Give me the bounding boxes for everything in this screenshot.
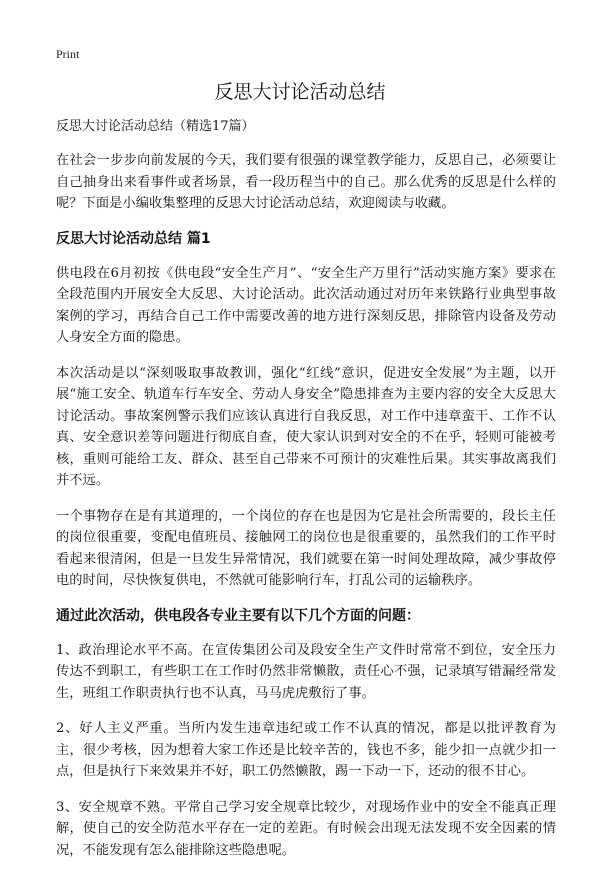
problem-item-3: 3、安全规章不熟。平常自己学习安全规章比较少，对现场作业中的安全不能真正理解，使自己的安全防范水平存在一定的差距。有时候会出现无法发现不安全因素的情况，不能发现有怎么能排除这些隐患呢。 [56, 799, 556, 858]
print-label: Print [56, 47, 80, 61]
document-title: 反思大讨论活动总结 [214, 81, 386, 103]
intro-paragraph: 在社会一步步向前发展的今天，我们要有很强的课堂教学能力，反思自己，必须要让自己抽身出来看事件或者场景，看一段历程当中的自己。那么优秀的反思是什么样的呢？下面是小编收集整理的反思大讨论活动总结，欢迎阅读与收藏。 [56, 153, 556, 211]
problems-heading: 通过此次活动，供电段各专业主要有以下几个方面的问题： [56, 607, 420, 624]
problem-item-2: 2、好人主义严重。当所内发生违章违纪或工作不认真的情况，都是以批评教育为主，很少考核，因为想着大家工作还是比较辛苦的，钱也不多，能少扣一点就少扣一点，但是执行下来效果并不好，职工仍然懒散，踢一下动一下，还动的很不甘心。 [56, 721, 556, 779]
document-subtitle: 反思大讨论活动总结（精选17篇） [56, 119, 255, 134]
problem-item-1: 1、政治理论水平不高。在宣传集团公司及段安全生产文件时常常不到位，安全压力传达不到职工，有些职工在工作时仍然非常懒散，责任心不强，记录填写错漏经常发生，班组工作职责执行也不认真，马马虎虎敷衍了事。 [56, 642, 556, 701]
section1-paragraph-3: 一个事物存在是有其道理的，一个岗位的存在也是因为它是社会所需要的，段长主任的岗位很重要，变配电值班员、接触网工的岗位也是很重要的，虽然我们的工作平时看起来很清闲，但是一旦发生异常情况，我们就要在第一时间处理故障，减少事故停电的时间，尽快恢复供电，不然就可能影响行车，打乱公司的运输秩序。 [56, 508, 556, 588]
section1-paragraph-2: 本次活动是以“深刻吸取事故教训，强化“红线”意识，促进安全发展”为主题，以开展“施工安全、轨道车行车安全、劳动人身安全”隐患排查为主要内容的安全大反思大讨论活动。事故案例警示我们应该认真进行自我反思，对工作中违章蛮干、工作不认真、安全意识差等问题进行彻底自查，使大家认识到对安全的不在乎，轻则可能被考核，重则可能给工友、群众、甚至自己带来不可预计的灾难性后果。其实事故离我们并不远。 [56, 365, 556, 488]
section-heading-1: 反思大讨论活动总结 篇1 [56, 230, 211, 247]
document-body [56, 118, 556, 875]
section1-paragraph-1: 供电段在6月初按《供电段“安全生产月”、“安全生产万里行”活动实施方案》要求在全段范围内开展安全大反思、大讨论活动。此次活动通过对历年来铁路行业典型事故案例的学习，再结合自己工作中需要改善的地方进行深刻反思，排除管内设备及劳动人身安全方面的隐患。 [56, 265, 556, 345]
